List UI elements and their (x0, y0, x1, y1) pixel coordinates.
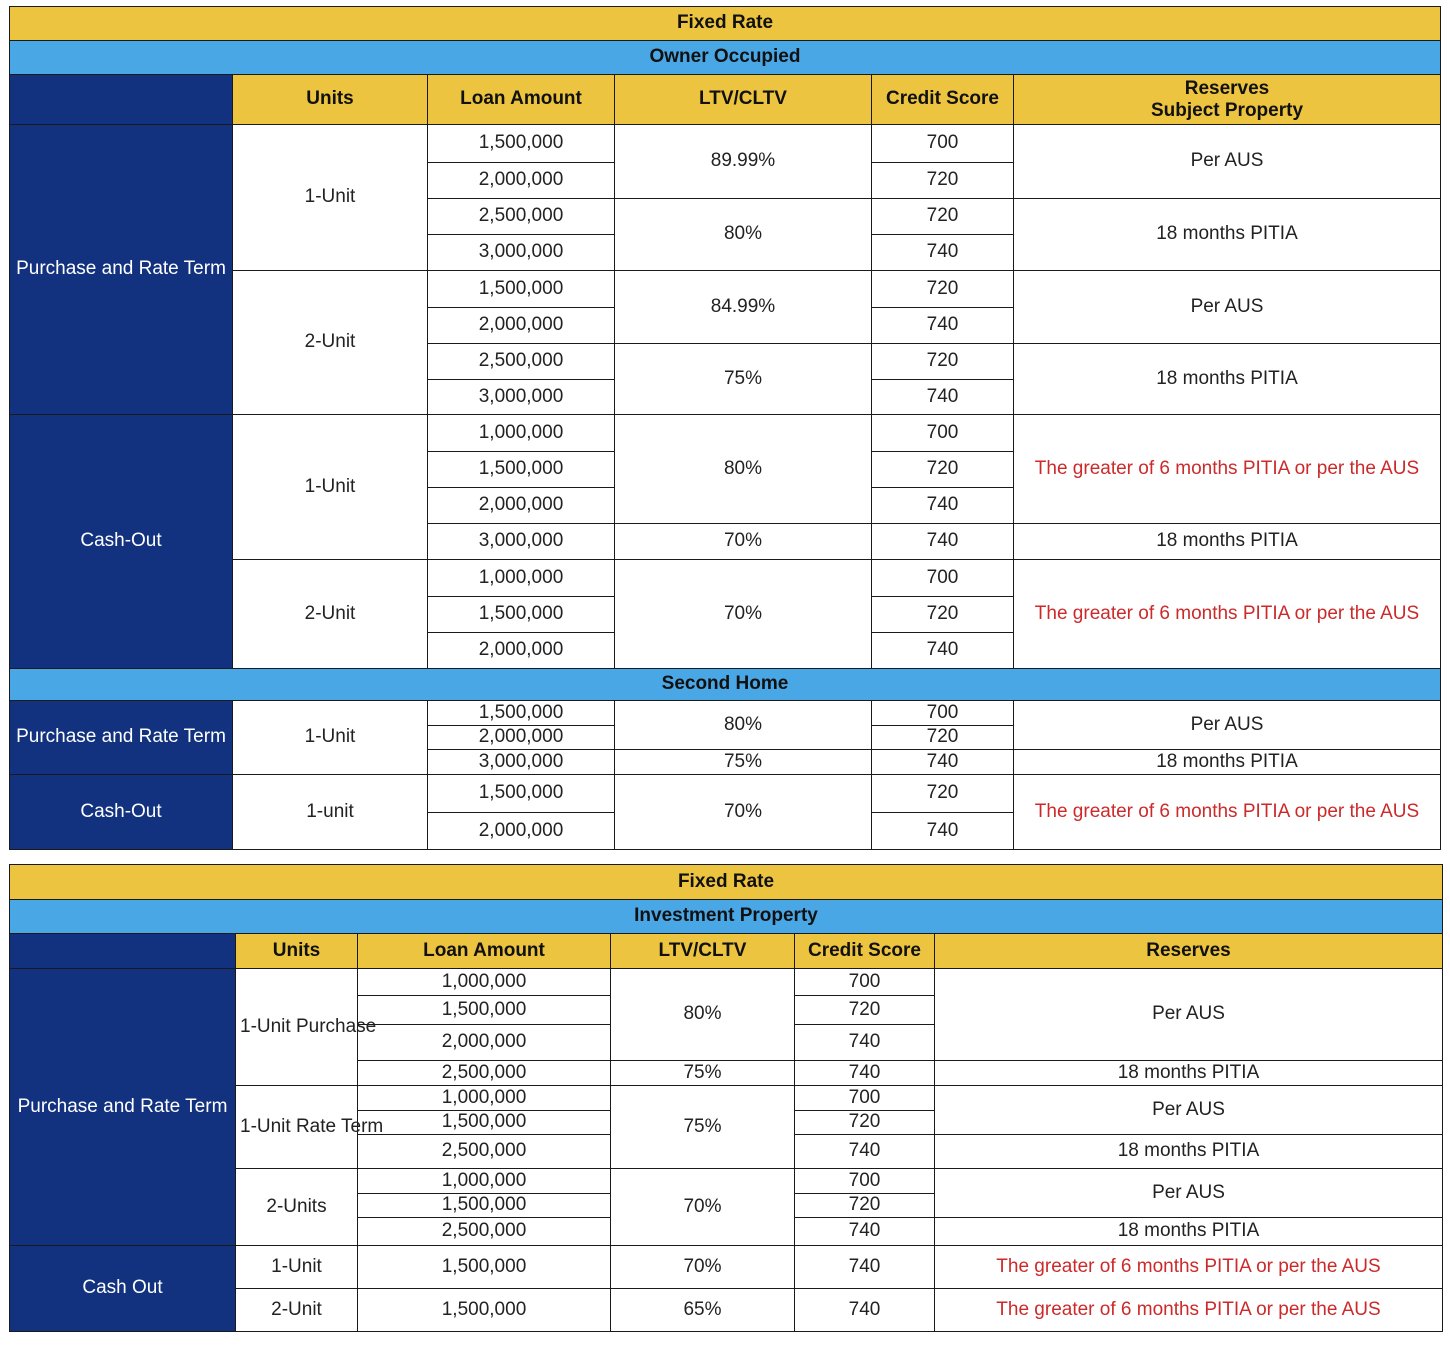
loan-amount-cell: 3,000,000 (428, 235, 615, 271)
credit-score-cell: 740 (872, 380, 1014, 415)
row-group-cash-out: Cash Out (10, 1246, 236, 1332)
units-cell: 1-Unit Purchase (236, 969, 358, 1086)
reserves-cell: 18 months PITIA (935, 1135, 1443, 1169)
reserves-cell: The greater of 6 months PITIA or per the AUS (1014, 560, 1441, 669)
units-cell: 2-Unit (236, 1289, 358, 1332)
loan-amount-cell: 3,000,000 (428, 380, 615, 415)
ltv-cell: 80% (611, 969, 795, 1061)
loan-amount-cell: 1,500,000 (428, 701, 615, 726)
loan-amount-cell: 1,000,000 (428, 415, 615, 452)
loan-amount-cell: 1,000,000 (358, 1169, 611, 1194)
row-group-cash-out: Cash-Out (10, 775, 233, 850)
reserves-cell: The greater of 6 months PITIA or per the AUS (935, 1289, 1443, 1332)
loan-amount-cell: 2,500,000 (358, 1218, 611, 1246)
loan-amount-cell: 1,000,000 (428, 560, 615, 597)
header-credit-score: Credit Score (872, 75, 1014, 125)
reserves-cell: Per AUS (1014, 271, 1441, 344)
reserves-cell: Per AUS (935, 1086, 1443, 1135)
section-header-owner-occupied: Owner Occupied (10, 41, 1441, 75)
loan-amount-cell: 1,500,000 (358, 1111, 611, 1135)
header-loan-amount: Loan Amount (428, 75, 615, 125)
header-reserves-line2: Subject Property (1150, 99, 1304, 121)
units-cell: 1-Unit (233, 701, 428, 775)
credit-score-cell: 720 (872, 199, 1014, 235)
ltv-cell: 75% (611, 1086, 795, 1169)
ltv-cell: 80% (615, 701, 872, 750)
reserves-cell: 18 months PITIA (1014, 750, 1441, 775)
credit-score-cell: 700 (872, 701, 1014, 726)
loan-amount-cell: 1,500,000 (358, 1246, 611, 1289)
table-title: Fixed Rate (10, 7, 1441, 41)
credit-score-cell: 700 (872, 560, 1014, 597)
credit-score-cell: 740 (872, 813, 1014, 850)
loan-amount-cell: 1,500,000 (358, 1289, 611, 1332)
credit-score-cell: 740 (795, 1246, 935, 1289)
ltv-cell: 70% (615, 524, 872, 560)
credit-score-cell: 740 (795, 1061, 935, 1086)
credit-score-cell: 720 (872, 452, 1014, 488)
section-header-second-home: Second Home (10, 669, 1441, 701)
loan-amount-cell: 1,500,000 (428, 271, 615, 308)
reserves-cell: Per AUS (1014, 701, 1441, 750)
owner-second-home-table (9, 6, 1441, 850)
credit-score-cell: 740 (872, 235, 1014, 271)
credit-score-cell: 740 (795, 1135, 935, 1169)
header-reserves (1014, 75, 1441, 125)
loan-amount-cell: 2,000,000 (428, 308, 615, 344)
header-loan-amount: Loan Amount (358, 934, 611, 969)
ltv-cell: 70% (611, 1169, 795, 1246)
header-reserves-line1: Reserves (1184, 77, 1270, 99)
credit-score-cell: 720 (872, 775, 1014, 813)
loan-amount-cell: 1,500,000 (428, 597, 615, 633)
units-cell: 1-Unit (233, 415, 428, 560)
row-group-purchase-rate-term: Purchase and Rate Term (10, 125, 233, 415)
loan-amount-cell: 2,500,000 (358, 1061, 611, 1086)
ltv-cell: 70% (615, 775, 872, 850)
credit-score-cell: 720 (872, 597, 1014, 633)
header-blank (10, 75, 233, 125)
table-title: Fixed Rate (10, 865, 1443, 900)
credit-score-cell: 720 (872, 163, 1014, 199)
units-cell: 1-unit (233, 775, 428, 850)
row-group-purchase-rate-term: Purchase and Rate Term (10, 701, 233, 775)
credit-score-cell: 740 (872, 633, 1014, 669)
reserves-cell: 18 months PITIA (1014, 344, 1441, 415)
loan-amount-cell: 2,500,000 (428, 344, 615, 380)
loan-amount-cell: 1,500,000 (358, 996, 611, 1025)
credit-score-cell: 720 (795, 1194, 935, 1218)
row-group-cash-out: Cash-Out (10, 415, 233, 669)
units-cell: 2-Unit (233, 271, 428, 415)
ltv-cell: 89.99% (615, 125, 872, 199)
loan-amount-cell: 1,500,000 (358, 1194, 611, 1218)
credit-score-cell: 740 (872, 750, 1014, 775)
reserves-cell: 18 months PITIA (935, 1218, 1443, 1246)
ltv-cell: 75% (615, 344, 872, 415)
loan-amount-cell: 2,000,000 (428, 163, 615, 199)
reserves-cell: Per AUS (935, 1169, 1443, 1218)
reserves-cell: The greater of 6 months PITIA or per the AUS (1014, 775, 1441, 850)
ltv-cell: 75% (611, 1061, 795, 1086)
loan-amount-cell: 1,500,000 (428, 125, 615, 163)
ltv-cell: 65% (611, 1289, 795, 1332)
credit-score-cell: 700 (795, 969, 935, 996)
credit-score-cell: 720 (795, 1111, 935, 1135)
ltv-cell: 75% (615, 750, 872, 775)
row-group-purchase-rate-term: Purchase and Rate Term (10, 969, 236, 1246)
header-ltv: LTV/CLTV (611, 934, 795, 969)
units-cell: 2-Units (236, 1169, 358, 1246)
investment-property-table (9, 864, 1443, 1332)
loan-amount-cell: 2,000,000 (428, 813, 615, 850)
loan-amount-cell: 1,500,000 (428, 452, 615, 488)
loan-amount-cell: 2,000,000 (428, 633, 615, 669)
loan-amount-cell: 2,500,000 (358, 1135, 611, 1169)
credit-score-cell: 700 (872, 125, 1014, 163)
reserves-cell: 18 months PITIA (935, 1061, 1443, 1086)
header-ltv: LTV/CLTV (615, 75, 872, 125)
credit-score-cell: 740 (872, 308, 1014, 344)
credit-score-cell: 720 (795, 996, 935, 1025)
reserves-cell: 18 months PITIA (1014, 524, 1441, 560)
header-units: Units (236, 934, 358, 969)
credit-score-cell: 720 (872, 344, 1014, 380)
loan-amount-cell: 1,500,000 (428, 775, 615, 813)
credit-score-cell: 720 (872, 726, 1014, 750)
units-cell: 1-Unit Rate Term (236, 1086, 358, 1169)
loan-amount-cell: 2,000,000 (358, 1025, 611, 1061)
loan-amount-cell: 2,000,000 (428, 488, 615, 524)
credit-score-cell: 740 (795, 1289, 935, 1332)
header-reserves: Reserves (935, 934, 1443, 969)
credit-score-cell: 740 (795, 1025, 935, 1061)
ltv-cell: 80% (615, 199, 872, 271)
credit-score-cell: 740 (872, 488, 1014, 524)
reserves-cell: Per AUS (1014, 125, 1441, 199)
ltv-cell: 70% (611, 1246, 795, 1289)
loan-amount-cell: 3,000,000 (428, 524, 615, 560)
credit-score-cell: 700 (795, 1169, 935, 1194)
reserves-cell: 18 months PITIA (1014, 199, 1441, 271)
credit-score-cell: 720 (872, 271, 1014, 308)
section-header-investment-property: Investment Property (10, 900, 1443, 934)
units-cell: 2-Unit (233, 560, 428, 669)
credit-score-cell: 700 (872, 415, 1014, 452)
reserves-cell: The greater of 6 months PITIA or per the AUS (935, 1246, 1443, 1289)
credit-score-cell: 740 (872, 524, 1014, 560)
credit-score-cell: 740 (795, 1218, 935, 1246)
header-units: Units (233, 75, 428, 125)
ltv-cell: 70% (615, 560, 872, 669)
loan-amount-cell: 1,000,000 (358, 1086, 611, 1111)
units-cell: 1-Unit (236, 1246, 358, 1289)
ltv-cell: 84.99% (615, 271, 872, 344)
units-cell: 1-Unit (233, 125, 428, 271)
reserves-cell: Per AUS (935, 969, 1443, 1061)
loan-amount-cell: 2,500,000 (428, 199, 615, 235)
ltv-cell: 80% (615, 415, 872, 524)
header-blank (10, 934, 236, 969)
header-credit-score: Credit Score (795, 934, 935, 969)
reserves-cell: The greater of 6 months PITIA or per the AUS (1014, 415, 1441, 524)
loan-amount-cell: 3,000,000 (428, 750, 615, 775)
loan-amount-cell: 2,000,000 (428, 726, 615, 750)
credit-score-cell: 700 (795, 1086, 935, 1111)
loan-amount-cell: 1,000,000 (358, 969, 611, 996)
